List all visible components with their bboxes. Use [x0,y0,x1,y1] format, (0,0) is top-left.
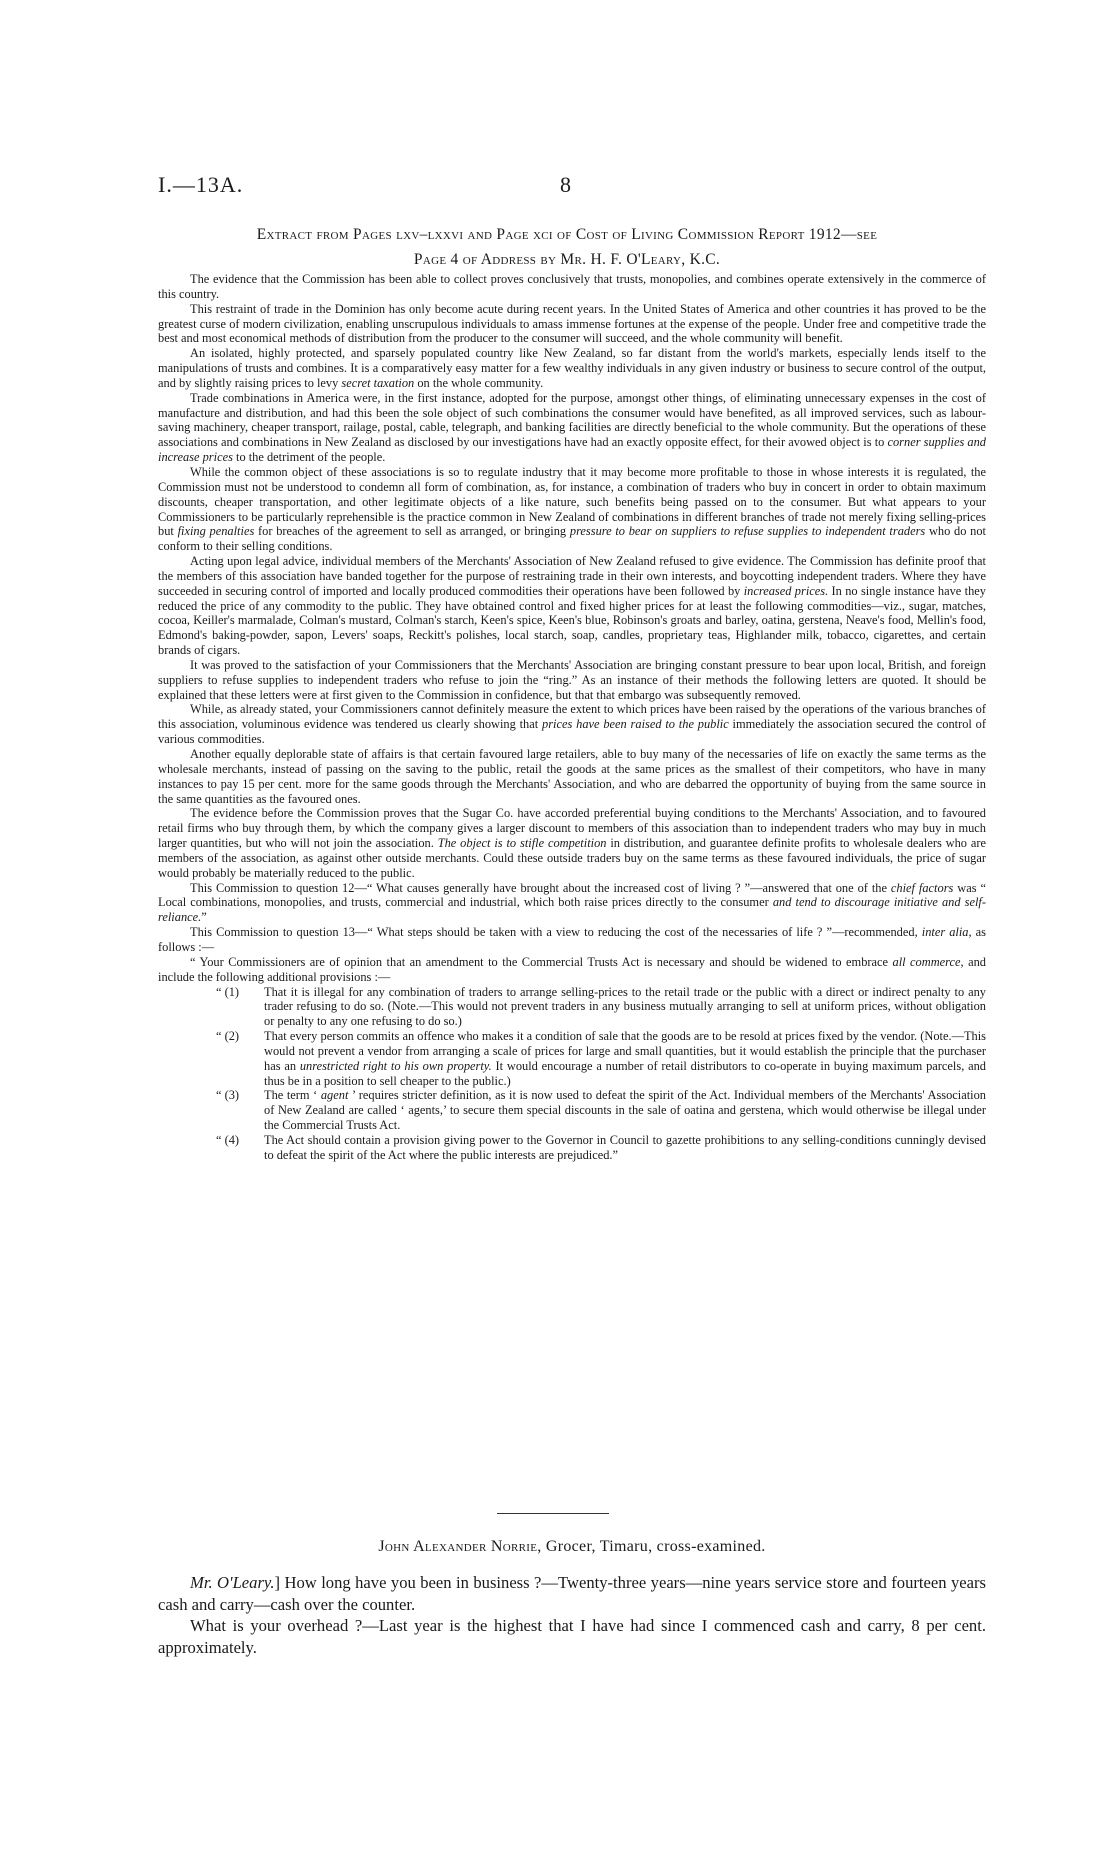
provision-item [216,1133,986,1163]
paragraph: An isolated, highly protected, and sparsely populated country like New Zealand, so far distant from the world's markets, especially lends itself to the manipulations of trusts and combines. It is a comparatively easy matter for a few wealthy individuals in any given industry or business to secure control of the output, and by slightly raising prices to levy secret taxation on the whole community. [158,346,986,390]
paragraph: While the common object of these associations is so to regulate industry that it may become more profitable to those in whose interests it is regulated, the Commission must not be understood to condemn all form of combination, as, for instance, a combination of traders who buy in concert in order to obtain maximum discounts, cheaper transportation, and other legitimate objects of a like nature, such benefits being passed on to the consumer. But what appears to your Commissioners to be particularly reprehensible is the practice common in New Zealand of combinations in different branches of trade not merely fixing selling-prices but fixing penalties for breaches of the agreement to sell as arranged, or bringing pressure to bear on suppliers to refuse supplies to independent traders who do not conform to their selling conditions. [158,464,987,554]
paragraph: This Commission to question 13—“ What steps should be taken with a view to reducing the cost of the necessaries of life ? ”—recommended, inter alia, as follows :— [158,925,987,954]
extract-title-line-1: Extract from Pages lxv–lxxvi and Page xci of Cost of Living Commission Report 1912—see [256,226,878,243]
provision-text: The Act should contain a provision giving power to the Governor in Council to gazette prohibitions to any selling-conditions cunningly devised to defeat the spirit of the Act where the public interests are prejudiced.” [264,1132,986,1162]
paragraph: This restraint of trade in the Dominion has only become acute during recent years. In the United States of America and other countries it has proved to be the greatest curse of modern civilization, enabling unscrupulous individuals to amass immense fortunes at the expense of the people. Under free and competitive trade the best and most economical methods of distribution from the producer to the consumer will succeed, and the whole community will benefit. [158,301,986,346]
cross-examination [158,1572,986,1658]
provision-text: The term ‘ agent ’ requires stricter definition, as it is now used to defeat the spirit of the Act. Individual members of the Merchants' Association of New Zealand are called ‘ agents,’ to secure them special discounts in the sale of oatina and gerstena, which would otherwise be illegal under the Commercial Trusts Act. [264,1088,987,1133]
provision-text: That every person commits an offence who makes it a condition of sale that the goods are to be resold at prices fixed by the vendor. (Note.—This would not prevent a vendor from arranging a scale of prices for large and small quantities, but it would establish the principle that the purchaser has an unrestricted right to his own property. It would encourage a number of retail distributors to co-operate in buying maximum parcels, and thus be in a position to sell cheaper to the public.) [264,1029,986,1088]
witness-heading [158,1538,986,1556]
provision-text: That it is illegal for any combination of traders to arrange selling-prices to the retail trade or the public with a direct or indirect penalty to any trader refusing to do so. (Note.—This would not prevent traders in any business mutually arranging to sell at uniform prices, without obligation or penalty to any one refusing to do so.) [264,984,986,1029]
provisions-list [216,985,986,1163]
paragraph: The evidence that the Commission has been able to collect proves conclusively that trusts, monopolies, and combines operate extensively in the commerce of this country. [158,272,986,301]
provision-number: “ (1) [216,984,240,999]
commission-extract [158,272,986,1163]
page-number: 8 [560,172,571,197]
provision-item [216,1088,986,1133]
witness-description: , Grocer, Timaru, cross-examined. [537,1538,766,1555]
provision-number: “ (4) [216,1132,240,1147]
paragraph: Trade combinations in America were, in the first instance, adopted for the purpose, amongst other things, of eliminating unnecessary expenses in the cost of manufacture and distribution, and had this been the sole object of such combinations the consumer would have benefited, as all improved services, such as labour-saving machinery, cheaper transport, railage, postal, cable, telegraph, and banking facilities are directly beneficial to the whole community. But the operations of these associations and combinations in New Zealand as disclosed by our investigations have had an exactly opposite effect, for their avowed object is to corner supplies and increase prices to the detriment of the people. [158,390,986,465]
paragraph: It was proved to the satisfaction of your Commissioners that the Merchants' Association are bringing constant pressure to bear upon local, British, and foreign suppliers to refuse supplies to independent traders who refuse to join the “ring.” As an instance of their methods the following letters are quoted. It should be explained that these letters were at first given to the Commission in confidence, but that that embargo was subsequently removed. [158,657,986,702]
speaker-name: Mr. O'Leary. [190,1573,275,1592]
extract-title [150,222,984,272]
paragraph: Another equally deplorable state of affairs is that certain favoured large retailers, able to buy many of the necessaries of life on exactly the same terms as the wholesale merchants, instead of passing on the saving to the public, retail the goods at the same prices as the smallest of their competitors, who have in many instances to pay 15 per cent. more for the same goods through the Merchants' Association, and who are debarred the opportunity of buying from the same source in the same quantities as the favoured ones. [158,747,986,806]
paragraph: This Commission to question 12—“ What causes generally have brought about the increased cost of living ? ”—answered that one of the chief factors was “ Local combinations, monopolies, and trusts, commercial and industrial, which both raise prices directly to the consumer and tend to discourage initiative and self-reliance.” [158,880,987,925]
witness-name: John Alexander Norrie [378,1538,538,1555]
paragraph: While, as already stated, your Commissioners cannot definitely measure the extent to which prices have been raised by the operations of the various branches of this association, voluminous evidence was tendered us clearly showing that prices have been raised to the public immediately the association secured the control of various commodities. [158,702,986,747]
paragraph: The evidence before the Commission proves that the Sugar Co. have accorded preferential buying conditions to the Merchants' Association, and to favoured retail firms who buy through them, by which the company gives a larger discount to members of this association than to independent traders who may buy in much larger quantities, but who will not join the association. The object is to stifle competition in distribution, and guarantee definite profits to wholesale dealers who are members of the association, as against other outside merchants. Could these outside traders buy on the same terms as these favoured individuals, the price of sugar would probably be materially reduced to the public. [158,806,987,880]
qa-paragraph: What is your overhead ?—Last year is the highest that I have had since I commenced cash and carry, 8 per cent. approximately. [158,1616,986,1657]
extract-title-line-2: Page 4 of Address by Mr. H. F. O'Leary, K.C. [413,251,721,268]
section-divider [497,1513,609,1514]
paragraph: Acting upon legal advice, individual members of the Merchants' Association of New Zealand refused to give evidence. The Commission has definite proof that the members of this association have banded together for the purpose of restraining trade in their own interests, and boycotting independent traders. Where they have succeeded in securing control of imported and locally produced commodities their operations have been followed by increased prices. In no single instance have they reduced the price of any commodity to the public. They have obtained control and fixed higher prices for at least the following commodities—viz., sugar, matches, cocoa, Keiller's marmalade, Colman's mustard, Colman's starch, Keen's spice, Keen's blue, Robinson's groats and barley, oatina, gerstena, Neave's food, Mellin's food, Edmond's baking-powder, sapon, Levers' soaps, Reckitt's polishes, local starch, soap, candles, proprietary teas, Highlander milk, tobacco, cigarettes, and certain brands of cigars. [158,554,986,658]
paper-reference: I.—13A. [158,172,244,197]
page-header [158,172,978,202]
paragraph: “ Your Commissioners are of opinion that an amendment to the Commercial Trusts Act is necessary and should be widened to embrace all commerce, and include the following additional provisions :— [158,954,986,984]
provision-number: “ (3) [216,1088,240,1103]
provision-item [216,1029,986,1088]
provision-item [216,985,986,1030]
qa-paragraph: Mr. O'Leary.] How long have you been in business ?—Twenty-three years—nine years service store and fourteen years cash and carry—cash over the counter. [158,1573,986,1614]
provision-number: “ (2) [216,1029,240,1044]
